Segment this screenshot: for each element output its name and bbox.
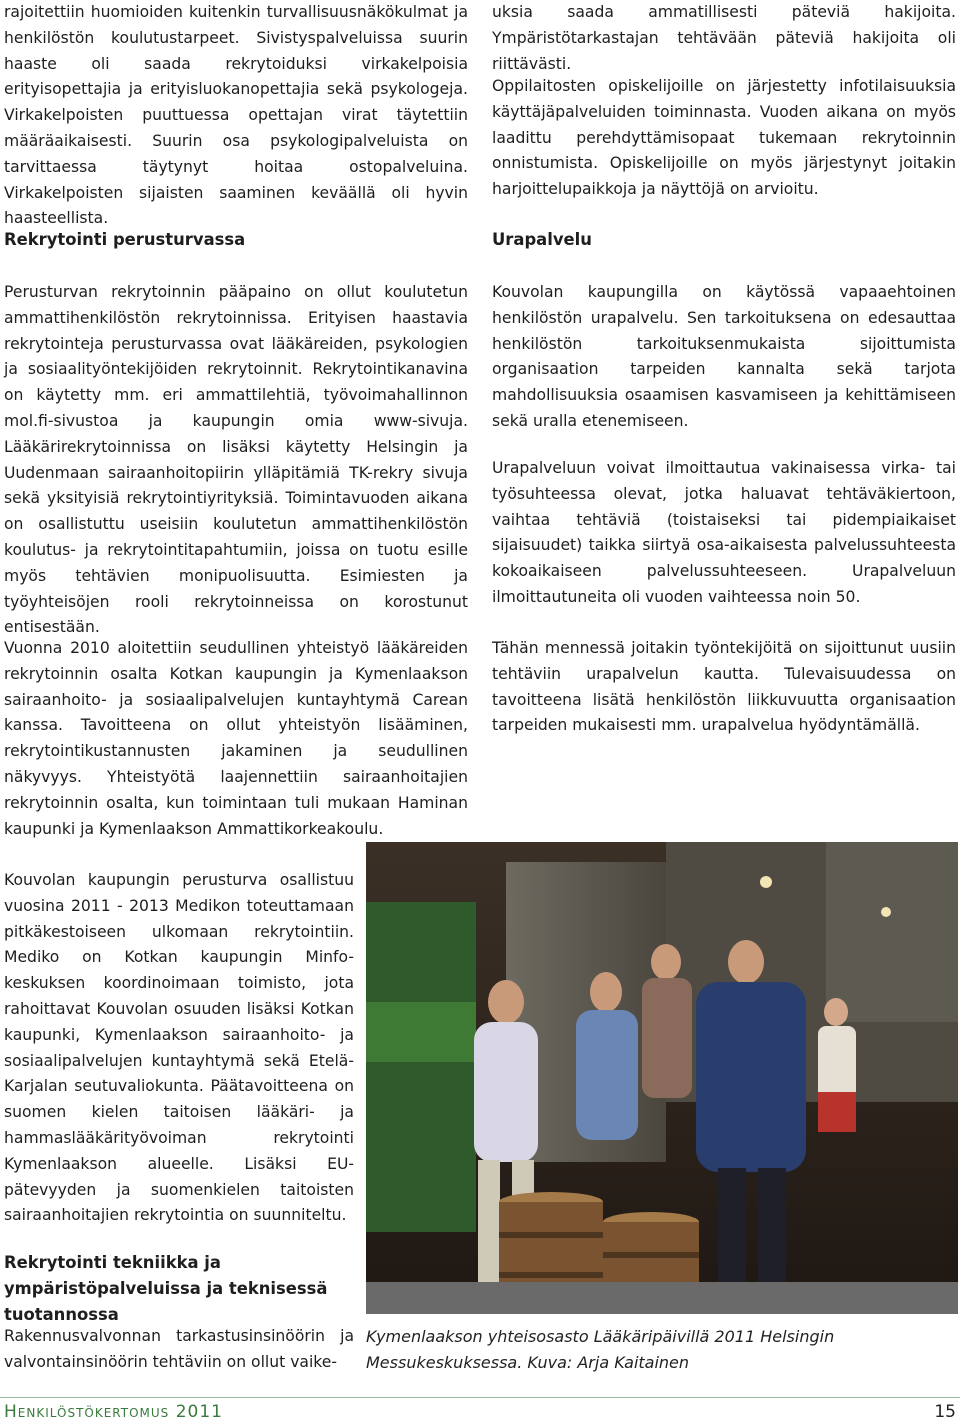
right-paragraph-5: Tähän mennessä joitakin työntekijöitä on sijoittunut uusiin tehtäviin urapalvelun kautta. Tulevaisuudessa on tavoitteena lisätä henkilöstön liikkuvuutta organisaation tarpeiden mukaisesti mm. urapalvelua hyödyntämällä. [492,639,956,735]
page-number: 15 [934,1402,956,1422]
right-paragraph-3: Kouvolan kaupungilla on käytössä vapaaehtoinen henkilöstön urapalvelu. Sen tarkoituksena on edesauttaa henkilöstön tarkoituksenmukaista sijoittumista organisaation tarpeiden kannalta sekä tarjota mahdollisuuksia osaamisen kasvamiseen ja kehittämiseen sekä uralla etenemiseen. [492,283,956,430]
event-photo-illustration [366,842,958,1314]
event-photo [366,842,958,1314]
right-paragraph-4: Urapalveluun voivat ilmoittautua vakinaisessa virka- tai työsuhteessa olevat, jotka haluavat tehtäväkiertoon, vaihtaa tehtäviä (toistaiseksi tai pidempiaikaiset sijaisuudet) taikka siirtyä osa-aikaisesta palvelussuhteesta kokoaikaiseen palvelussuhteeseen. Urapalveluun ilmoittautuneita oli vuoden vaihteessa noin 50. [492,459,956,606]
heading-urapalvelu: Urapalvelu [492,230,592,249]
footer-rule [0,1397,960,1398]
heading-rekrytointi-perusturvassa: Rekrytointi perusturvassa [4,230,246,249]
photo-caption: Kymenlaakson yhteisosasto Lääkäripäivillä 2011 Helsingin Messukeskuksessa. Kuva: Arja Kaitainen [366,1327,835,1372]
left-paragraph-5: Rakennusvalvonnan tarkastusinsinöörin ja valvontainsinöörin tehtäviin on ollut vaike- [4,1327,354,1371]
left-paragraph-4: Kouvolan kaupungin perusturva osallistuu vuosina 2011 - 2013 Medikon toteuttamaan pitkäkestoiseen ulkomaan rekrytointiin. Mediko on Kotkan kaupungin Minfo-keskuksen koordinoimaan toimisto, jota rahoittavat Kouvolan osuuden lisäksi Kotkan kaupunki, Kymenlaakson sairaanhoito- ja sosiaalipalvelujen kuntayhtymä sekä Etelä-Karjalan seutuvaliokunta. Päätavoitteena on suomen kielen taitoisen lääkäri- ja hammaslääkärityövoiman rekrytointi Kymenlaakson alueelle. Lisäksi EU-pätevyyden ja suomenkielen taitoisten sairaanhoitajien rekrytointia on suunniteltu. [4,871,354,1225]
left-paragraph-1: rajoitettiin huomioiden kuitenkin turvallisuusnäkökulmat ja henkilöstön koulutustarpeet. Sivistyspalveluissa suurin haaste oli saada rekrytoiduksi virkakelpoisia erityisopettajia ja erityisluokanopettajia sekä psykologeja. Virkakelpoisten puuttuessa opettajan virat täytettiin määräaikaisesti. Suurin osa psykologipalveluista on tarvittaessa täytynyt hoitaa ostopalveluina. Virkakelpoisten sijaisten saaminen keväällä oli hyvin haasteellista. [4,3,468,228]
right-paragraph-2: Oppilaitosten opiskelijoille on järjestetty infotilaisuuksia käyttäjäpalveluiden toiminnasta. Vuoden aikana on myös laadittu perehdyttämisopaat tukemaan rekrytoinnin onnistumista. Opiskelijoille on myös järjestynyt joitakin harjoittelupaikkoja ja näyttöjä on arvioitu. [492,77,956,199]
right-paragraph-1: uksia saada ammatillisesti päteviä hakijoita. Ympäristötarkastajan tehtävään päteviä hakijoita oli riittävästi. [492,3,956,73]
footer-report-title: Henkilöstökertomus 2011 [4,1402,223,1422]
left-paragraph-3: Vuonna 2010 aloitettiin seudullinen yhteistyö lääkäreiden rekrytoinnin osalta Kotkan kaupungin ja Kymenlaakson sairaanhoito- ja sosiaalipalvelujen kuntayhtymä Carean kanssa. Tavoitteena on ollut yhteistyön lisääminen, rekrytointikustannusten jakaminen ja seudullinen näkyvyys. Yhteistyötä laajennettiin sairaanhoitajien rekrytoinnin osalta, kun toimintaan tuli mukaan Haminan kaupunki ja Kymenlaakson Ammattikorkeakoulu. [4,639,468,838]
left-paragraph-2: Perusturvan rekrytoinnin pääpaino on ollut koulutetun ammattihenkilöstön rekrytoinnissa. Erityisen haastavia rekrytointeja perusturvassa ovat lääkäreiden, psykologien ja sosiaalityöntekijöiden rekrytoinnit. Rekrytointikanavina on käytetty mm. eri ammattilehtiä, työvoimahallinnon mol.fi-sivustoa ja kaupungin omia www-sivuja. Lääkärirekrytoinnissa on lisäksi käytetty Helsingin ja Uudenmaan sairaanhoitopiirin ylläpitämiä TK-rekry sivuja sekä yksityisiä rekrytointiyrityksiä. Toimintavuoden aikana on osallistuttu useisiin koulutetun ammattihenkilöstön koulutus- ja rekrytointitapahtumiin, joissa on tuotu esille myös tehtävien monipuolisuutta. Esimiesten ja työyhteisöjen rooli rekrytoinneissa on korostunut entisestään. [4,283,468,637]
heading-rekrytointi-tekniikka: Rekrytointi tekniikka ja ympäristöpalveluissa ja teknisessä tuotannossa [4,1253,328,1324]
